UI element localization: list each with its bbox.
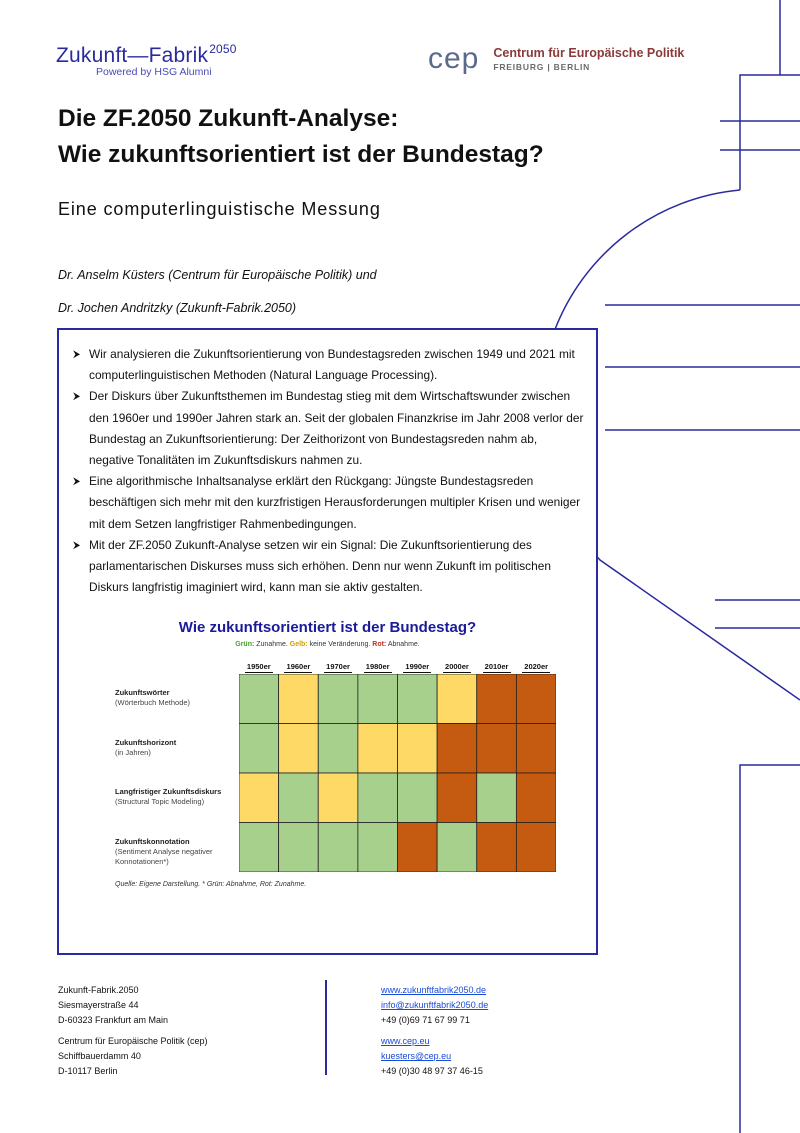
row-label-method: (Structural Topic Modeling) (115, 797, 205, 806)
heatmap-cell (477, 724, 517, 774)
decade-header: 1960er (284, 662, 312, 673)
bullet-item: ⮞ Eine algorithmische Inhaltsanalyse erklärt den Rückgang: Jüngste Bundestagsreden beschäftigen sich mehr mit den kurzfristigen Herausforderungen multipler Krisen und weniger mit dem Setzen langfristiger Rahmenbedingungen. (75, 471, 584, 535)
heatmap-cell (477, 823, 517, 873)
cep-logo-location: FREIBURG | BERLIN (493, 62, 591, 72)
footer-contact-cep (381, 1034, 488, 1079)
legend-yellow-label: Gelb: (289, 641, 308, 648)
heatmap-cell (437, 724, 477, 774)
row-label-name: Zukunftshorizont (115, 737, 177, 747)
decade-header: 1970er (324, 662, 352, 673)
bullet-item: ⮞ Wir analysieren die Zukunftsorientierung von Bundestagsreden zwischen 1949 und 2021 mit computerlinguistischen Methoden (Natural Language Processing). (75, 344, 584, 386)
arrow-bullet-icon: ⮞ (73, 476, 81, 488)
decade-header: 1950er (245, 662, 273, 673)
title-line-2: Wie zukunftsorientiert ist der Bundestag? (58, 141, 544, 168)
row-label (115, 787, 235, 807)
heatmap-cell (279, 823, 319, 873)
legend-red-label: Rot: (372, 641, 387, 648)
heatmap-cell (318, 773, 358, 823)
title-line-1: Die ZF.2050 Zukunft-Analyse: (58, 105, 399, 132)
arrow-bullet-icon: ⮞ (73, 349, 81, 360)
heatmap-cell (279, 773, 319, 823)
zf-logo-name: Zukunft—Fabrik (56, 44, 209, 67)
footer-contacts (381, 983, 488, 1079)
row-label (115, 688, 235, 708)
cep-logo-mark: cep (428, 42, 480, 75)
heatmap-cell (358, 724, 398, 774)
heatmap-cell (239, 823, 279, 873)
decade-header: 2020er (522, 662, 550, 673)
heatmap-cell (318, 823, 358, 873)
footer-divider (325, 980, 327, 1075)
row-label-method: (Wörterbuch Methode) (115, 698, 191, 707)
cep-logo-name: Centrum für Europäische Politik (493, 46, 685, 60)
heatmap-cell (516, 674, 556, 724)
summary-box (57, 328, 598, 955)
row-label-name: Zukunftskonnotation (115, 836, 190, 846)
heatmap-cell (398, 724, 438, 774)
arrow-bullet-icon: ⮞ (73, 539, 81, 551)
heatmap-cell (516, 773, 556, 823)
legend-yellow-text: keine Veränderung. (309, 641, 371, 648)
legend-green-label: Grün: (235, 641, 255, 648)
footer-address-cep: Centrum für Europäische Politik (cep) Schiffbauerdamm 40 D-10117 Berlin (58, 1036, 208, 1076)
decade-header: 2000er (443, 662, 471, 673)
cep-email-link[interactable]: kuesters@cep.eu (381, 1051, 452, 1061)
heatmap-cell (516, 823, 556, 873)
legend-red-text: Abnahme. (387, 641, 420, 648)
arrow-bullet-icon: ⮞ (73, 391, 81, 403)
document-title (58, 101, 678, 173)
heatmap-cell (239, 773, 279, 823)
zf-website-link[interactable]: www.zukunftfabrik2050.de (381, 985, 487, 995)
bullet-item: ⮞ Der Diskurs über Zukunftsthemen im Bundestag stieg mit dem Wirtschaftswunder zwischen den 1960er und 1990er Jahren stark an. Seit der globalen Finanzkrise im Jahr 2008 verlor der Bundestag an Zukunftsorientierung: Der Zeithorizont von Bundestagsreden nahm ab, negative Tonalitäten im Zukunftsdiskurs nahmen zu. (75, 386, 584, 471)
heatmap-cell (279, 674, 319, 724)
chart-source: Quelle: Eigene Darstellung. * Grün: Abnahme, Rot: Zunahme. (115, 881, 307, 888)
zf-phone: +49 (0)69 71 67 99 71 (381, 1015, 470, 1025)
heatmap-cell (358, 674, 398, 724)
zukunft-fabrik-logo (56, 42, 237, 78)
author-1: Dr. Anselm Küsters (Centrum für Europäische Politik) und (58, 268, 377, 282)
row-label (115, 738, 235, 758)
heatmap-cell (279, 724, 319, 774)
decade-header: 1980er (364, 662, 392, 673)
document-subtitle: Eine computerlinguistische Messung (58, 199, 381, 219)
row-label-method: (in Jahren) (115, 747, 151, 757)
footer-contact-zf (381, 983, 488, 1028)
row-label-method: (Sentiment Analyse negativer Konnotationen*) (115, 846, 213, 866)
row-label (115, 837, 235, 867)
heatmap-cell (239, 724, 279, 774)
heatmap-cell (437, 823, 477, 873)
cep-phone: +49 (0)30 48 97 37 46-15 (381, 1066, 483, 1076)
heatmap-cell (398, 773, 438, 823)
zf-logo-sup: 2050 (209, 42, 237, 56)
heatmap-cell (516, 724, 556, 774)
zf-email-link[interactable]: info@zukunftfabrik2050.de (381, 1000, 489, 1010)
footer-address-zf: Zukunft-Fabrik.2050 Siesmayerstraße 44 D-60323 Frankfurt am Main (58, 985, 169, 1025)
chart-legend (59, 641, 596, 648)
heatmap-cell (477, 674, 517, 724)
summary-bullets (59, 330, 596, 598)
footer-addresses (58, 983, 208, 1079)
zf-logo-powered: Powered by HSG Alumni (96, 66, 212, 78)
heatmap-cell (398, 823, 438, 873)
heatmap-cell (358, 823, 398, 873)
heatmap-cell (239, 674, 279, 724)
bullet-item: ⮞ Mit der ZF.2050 Zukunft-Analyse setzen wir ein Signal: Die Zukunftsorientierung des parlamentarischen Diskurses muss sich erhöhen. Denn nur wenn Zukunft im politischen Diskurs langfristig imaginiert wird, kann man sie aktiv gestalten. (75, 535, 584, 599)
decade-header: 1990er (403, 662, 431, 673)
heatmap-grid (239, 674, 556, 872)
heatmap-cell (318, 724, 358, 774)
heatmap-cell (358, 773, 398, 823)
chart-title: Wie zukunftsorientiert ist der Bundestag? (178, 619, 477, 636)
legend-green-text: Zunahme. (256, 641, 288, 648)
cep-website-link[interactable]: www.cep.eu (381, 1036, 430, 1046)
author-2: Dr. Jochen Andritzky (Zukunft-Fabrik.2050) (58, 301, 297, 315)
heatmap-cell (398, 674, 438, 724)
heatmap-cell (437, 773, 477, 823)
row-label-name: Zukunftswörter (115, 688, 170, 697)
decade-header: 2010er (483, 662, 511, 673)
row-label-name: Langfristiger Zukunftsdiskurs (115, 787, 222, 796)
heatmap-cell (477, 773, 517, 823)
cep-logo (428, 44, 684, 74)
heatmap-cell (437, 674, 477, 724)
heatmap-cell (318, 674, 358, 724)
